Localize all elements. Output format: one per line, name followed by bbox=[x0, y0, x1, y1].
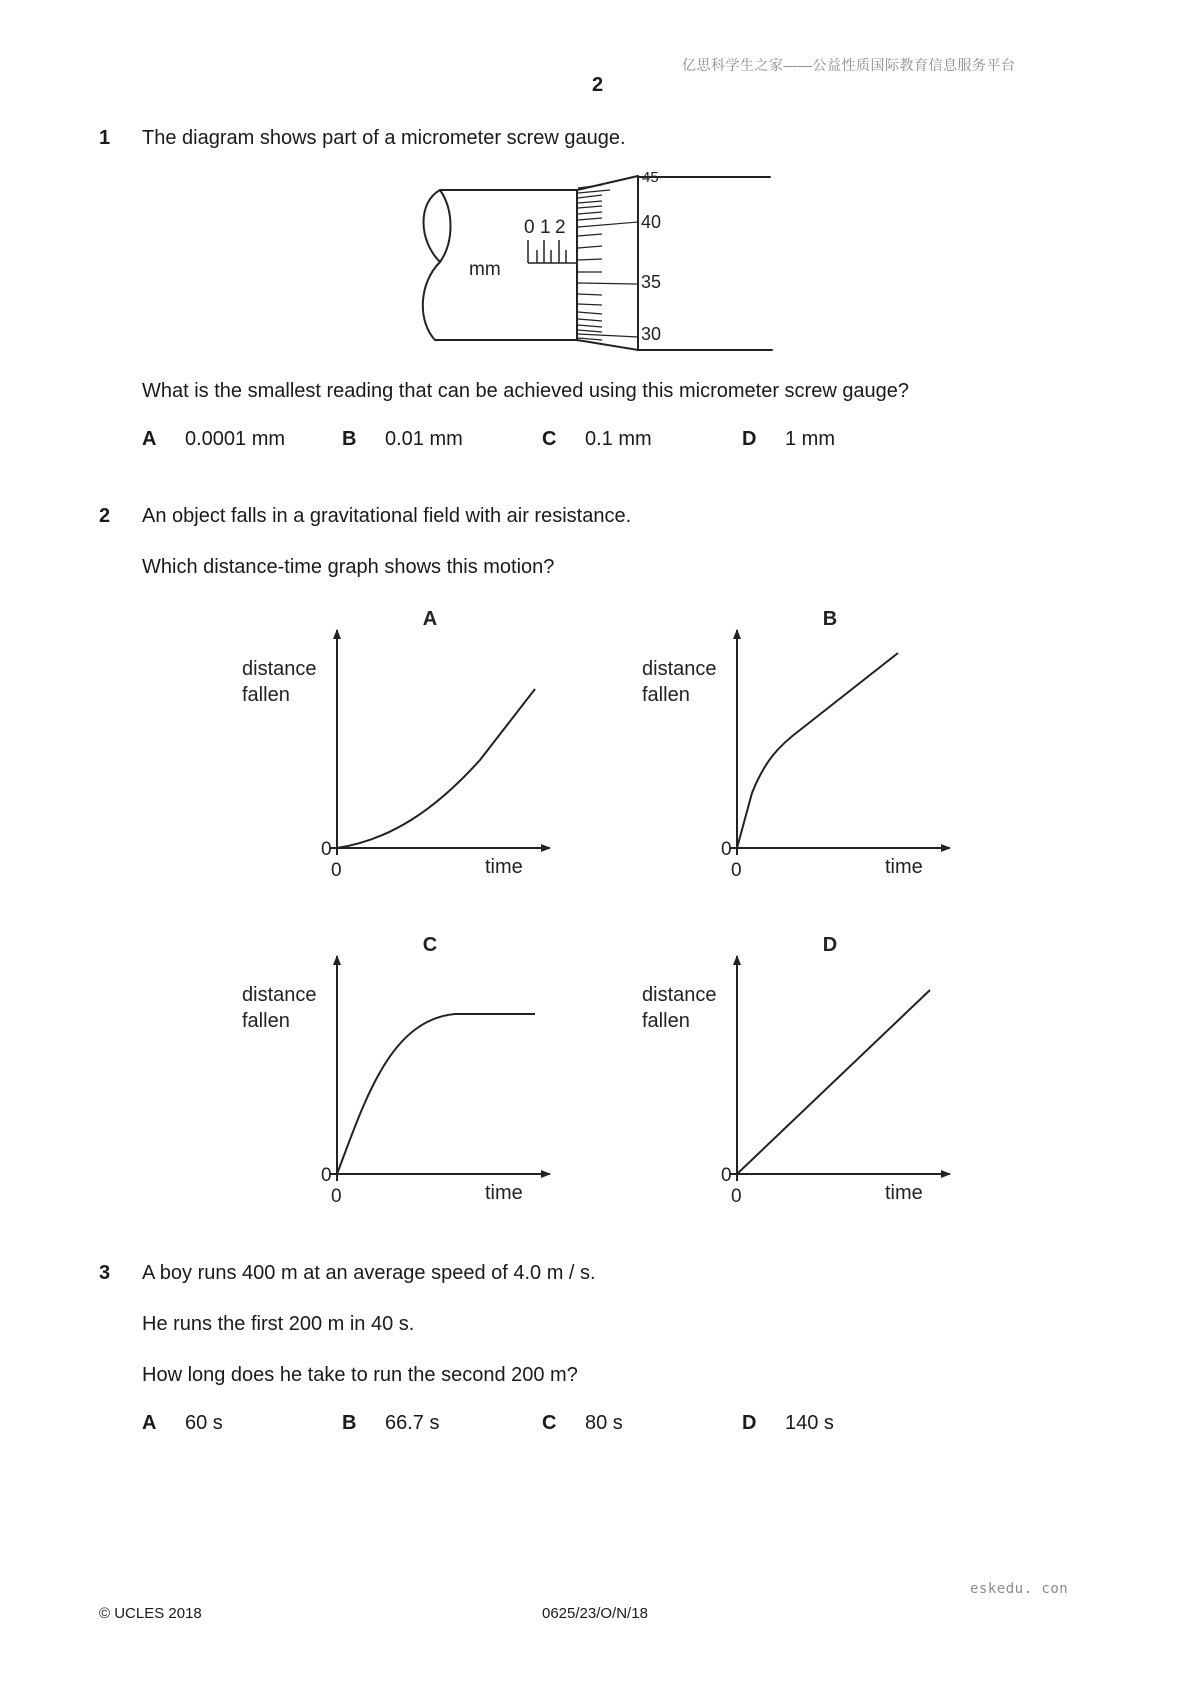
q1-option-d-letter: D bbox=[742, 428, 757, 450]
q2-text: An object falls in a gravitational field with air resistance. bbox=[142, 505, 632, 527]
graph-a bbox=[242, 608, 550, 881]
q3-option-d-text: 140 s bbox=[785, 1412, 834, 1434]
graph-b-ylabel-2: fallen bbox=[642, 684, 690, 706]
q1-option-d-text: 1 mm bbox=[785, 428, 835, 450]
q1-option-b-text: 0.01 mm bbox=[385, 428, 463, 450]
graph-a-ylabel-1: distance bbox=[242, 658, 317, 680]
q1-text: The diagram shows part of a micrometer screw gauge. bbox=[142, 127, 626, 149]
thimble-label-40: 40 bbox=[641, 212, 662, 232]
graph-a-letter: A bbox=[422, 608, 438, 630]
thimble-scale bbox=[578, 185, 638, 340]
graph-d-line bbox=[737, 990, 930, 1174]
graph-b-letter: B bbox=[822, 608, 838, 630]
graph-d-origin-x: 0 bbox=[731, 1186, 742, 1207]
thimble-label-30: 30 bbox=[641, 324, 662, 344]
q3-line-3: How long does he take to run the second 200 m? bbox=[142, 1364, 578, 1386]
anvil-curve bbox=[423, 190, 440, 340]
q3-option-c-text: 80 s bbox=[585, 1412, 623, 1434]
sleeve-label-1: 1 bbox=[540, 217, 551, 238]
graph-d-origin-y: 0 bbox=[721, 1165, 732, 1186]
graph-c bbox=[242, 934, 550, 1207]
q1-option-b-letter: B bbox=[342, 428, 357, 450]
graph-b-ylabel-1: distance bbox=[642, 658, 717, 680]
graphs-panel bbox=[230, 600, 970, 1220]
q3-line-2: He runs the first 200 m in 40 s. bbox=[142, 1313, 415, 1335]
q3-option-d-letter: D bbox=[742, 1412, 757, 1434]
footer-code: 0625/23/O/N/18 bbox=[542, 1605, 648, 1622]
graph-a-xlabel: time bbox=[485, 856, 523, 878]
thimble-label-35: 35 bbox=[641, 272, 662, 292]
thimble-label-45: 45 bbox=[642, 170, 659, 186]
graph-c-letter: C bbox=[422, 934, 438, 956]
graph-d bbox=[642, 934, 950, 1207]
q3-option-a-letter: A bbox=[142, 1412, 157, 1434]
graph-a-origin-y: 0 bbox=[321, 839, 332, 860]
graph-c-ylabel-1: distance bbox=[242, 984, 317, 1006]
page-number: 2 bbox=[592, 74, 604, 96]
q3-option-b-letter: B bbox=[342, 1412, 357, 1434]
micrometer-diagram bbox=[410, 170, 790, 360]
watermark-top: 亿思科学生之家——公益性质国际教育信息服务平台 bbox=[682, 57, 1016, 73]
q1-option-c-text: 0.1 mm bbox=[585, 428, 652, 450]
graph-d-ylabel-1: distance bbox=[642, 984, 717, 1006]
q3-option-b-text: 66.7 s bbox=[385, 1412, 440, 1434]
graph-c-origin-y: 0 bbox=[321, 1165, 332, 1186]
graph-b bbox=[642, 608, 950, 881]
graph-c-ylabel-2: fallen bbox=[242, 1010, 290, 1032]
graph-b-xlabel: time bbox=[885, 856, 923, 878]
q3-option-a-text: 60 s bbox=[185, 1412, 223, 1434]
q3-number: 3 bbox=[99, 1262, 111, 1284]
graph-a-origin-x: 0 bbox=[331, 860, 342, 881]
q1-option-a-text: 0.0001 mm bbox=[185, 428, 286, 450]
graph-c-curve bbox=[337, 1014, 535, 1174]
q1-number: 1 bbox=[99, 127, 111, 149]
q3-option-c-letter: C bbox=[542, 1412, 557, 1434]
graph-b-origin-x: 0 bbox=[731, 860, 742, 881]
watermark-bottom: eskedu. con bbox=[970, 1581, 1069, 1597]
graph-c-xlabel: time bbox=[485, 1182, 523, 1204]
footer-copyright: © UCLES 2018 bbox=[99, 1605, 202, 1622]
sleeve-label-0: 0 bbox=[524, 217, 535, 238]
sleeve-label-2: 2 bbox=[555, 217, 566, 238]
sleeve-scale bbox=[528, 240, 577, 263]
q1-option-a-letter: A bbox=[142, 428, 157, 450]
q2-number: 2 bbox=[99, 505, 111, 527]
graph-b-origin-y: 0 bbox=[721, 839, 732, 860]
q1-option-c-letter: C bbox=[542, 428, 557, 450]
q2-question: Which distance-time graph shows this motion? bbox=[142, 556, 555, 578]
unit-label: mm bbox=[469, 259, 501, 280]
q3-line-1: A boy runs 400 m at an average speed of 4.0 m / s. bbox=[142, 1262, 596, 1284]
graph-a-ylabel-2: fallen bbox=[242, 684, 290, 706]
graph-d-ylabel-2: fallen bbox=[642, 1010, 690, 1032]
q1-question: What is the smallest reading that can be achieved using this micrometer screw gauge? bbox=[142, 380, 910, 402]
graph-a-curve bbox=[337, 689, 535, 848]
graph-d-xlabel: time bbox=[885, 1182, 923, 1204]
graph-b-curve bbox=[737, 653, 898, 848]
graph-c-origin-x: 0 bbox=[331, 1186, 342, 1207]
anvil-inner-curve bbox=[440, 190, 451, 262]
graph-d-letter: D bbox=[822, 934, 838, 956]
